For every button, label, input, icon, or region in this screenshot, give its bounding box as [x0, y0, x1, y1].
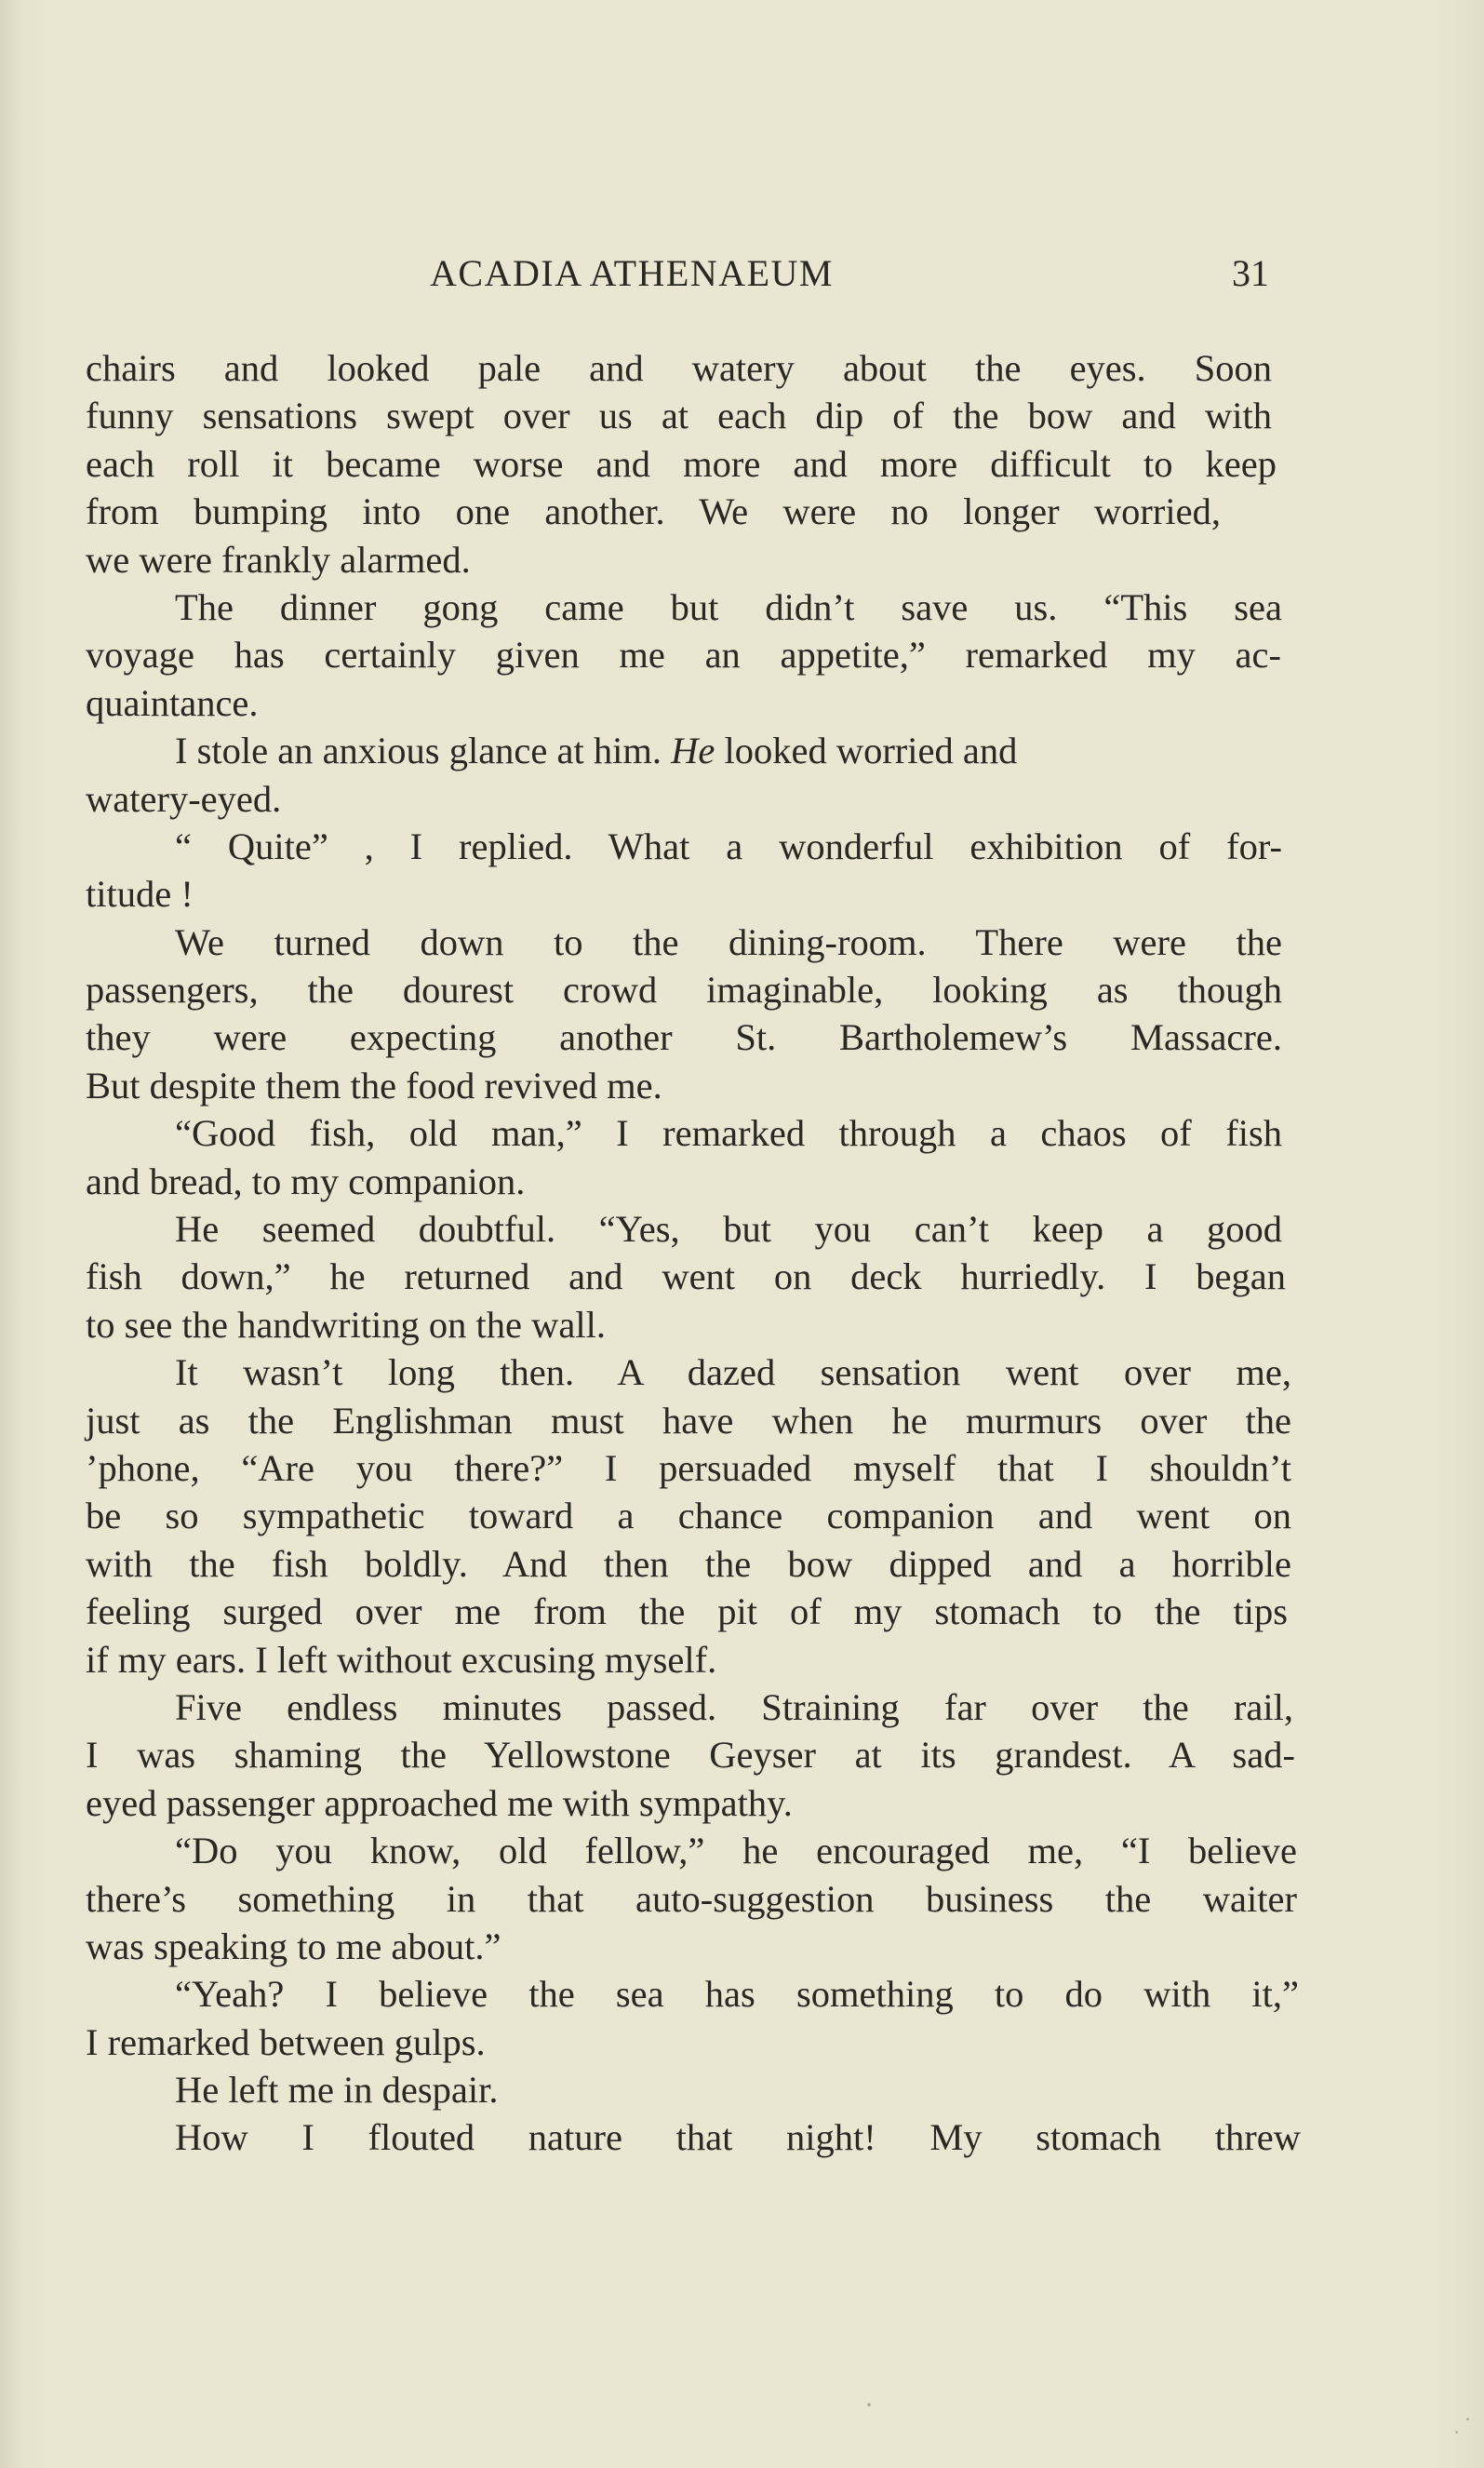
text-segment: looked worried and [724, 730, 1018, 772]
text-line: if my ears. I left without excusing myself. [86, 1638, 717, 1681]
text-line: “Good fish, old man,” I remarked through a chaos of fish [175, 1112, 1282, 1155]
paper-speck [1455, 2431, 1458, 2434]
journal-title: ACADIA ATHENAEUM [430, 252, 834, 294]
text-line: we were frankly alarmed. [86, 538, 471, 581]
text-line: there’s something in that auto-suggestion business the waiter [86, 1877, 1297, 1920]
text-line: “Yeah? I believe the sea has something to do with it,” [175, 1973, 1299, 2016]
text-segment: I stole an anxious glance at him. [175, 730, 662, 772]
text-line: chairs and looked pale and watery about the eyes. Soon [86, 347, 1272, 389]
text-line: ’phone, “Are you there?” I persuaded myself that I shouldn’t [86, 1446, 1291, 1489]
text-line: from bumping into one another. We were no longer worried, [86, 490, 1221, 533]
article-body [86, 344, 1301, 2162]
text-line: I was shaming the Yellowstone Geyser at its grandest. A sad- [86, 1734, 1295, 1777]
text-line: “Do you know, old fellow,” he encouraged me, “I believe [175, 1830, 1297, 1872]
text-line: It wasn’t long then. A dazed sensation went over me, [175, 1351, 1291, 1394]
text-line: I remarked between gulps. [86, 2020, 486, 2063]
text-line: How I flouted nature that night! My stomach threw [175, 2116, 1301, 2159]
text-line [86, 727, 1295, 774]
text-line: each roll it became worse and more and more difficult to keep [86, 442, 1277, 485]
text-line: fish down,” he returned and went on deck hurriedly. I began [86, 1255, 1286, 1298]
text-line: feeling surged over me from the pit of my stomach to the tips [86, 1590, 1288, 1633]
running-header [86, 251, 1278, 298]
page-number: 31 [1232, 252, 1269, 294]
text-line: quaintance. [86, 681, 259, 724]
text-line: to see the handwriting on the wall. [86, 1303, 606, 1346]
emphasized-word: He [671, 730, 715, 772]
text-line: He left me in despair. [175, 2069, 499, 2112]
text-line: funny sensations swept over us at each dip of the bow and with [86, 395, 1272, 437]
text-line: Five endless minutes passed. Straining far over the rail, [175, 1685, 1293, 1728]
text-line: with the fish boldly. And then the bow dipped and a horrible [86, 1542, 1291, 1585]
text-line: passengers, the dourest crowd imaginable, looking as though [86, 969, 1282, 1012]
text-line: was speaking to me about.” [86, 1925, 501, 1967]
text-line: be so sympathetic toward a chance companion and went on [86, 1495, 1291, 1537]
text-line: they were expecting another St. Bartholemew’s Massacre. [86, 1016, 1282, 1059]
paper-speck [867, 2403, 871, 2407]
text-line: just as the Englishman must have when he murmurs over the [86, 1399, 1291, 1442]
text-line: watery-eyed. [86, 777, 282, 820]
text-line: The dinner gong came but didn’t save us. “This sea [175, 585, 1282, 628]
text-line: voyage has certainly given me an appetite,” remarked my ac- [86, 634, 1281, 677]
text-line: eyed passenger approached me with sympathy. [86, 1781, 793, 1824]
paper-speck [1466, 2418, 1469, 2421]
text-line: But despite them the food revived me. [86, 1064, 662, 1107]
text-line: We turned down to the dining-room. There were the [175, 920, 1282, 963]
text-line: “ Quite” , I replied. What a wonderful exhibition of for- [175, 825, 1282, 867]
text-line: He seemed doubtful. “Yes, but you can’t keep a good [175, 1208, 1282, 1251]
text-line: and bread, to my companion. [86, 1160, 526, 1202]
text-line: titude ! [86, 873, 194, 916]
